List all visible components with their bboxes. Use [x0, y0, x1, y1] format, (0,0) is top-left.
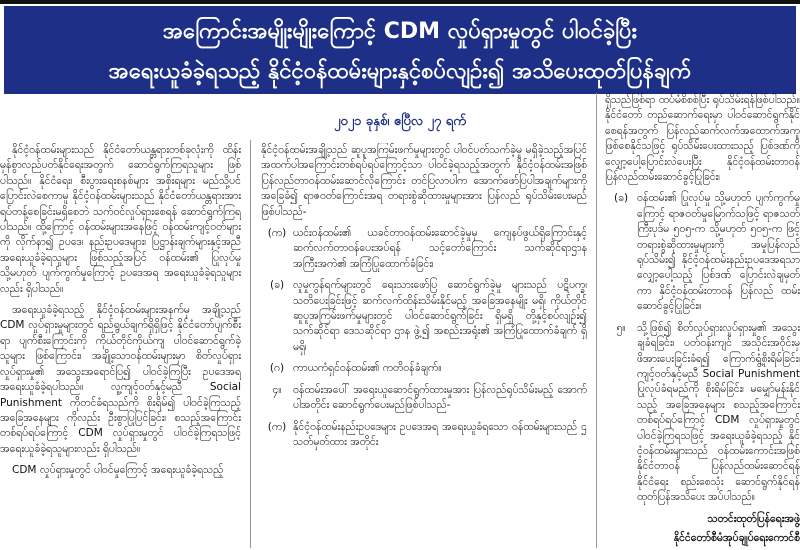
column-3	[605, 93, 800, 548]
list-text: ယင်းဝန်ထမ်း၏ ယခင်တာဝန်ထမ်းဆောင်ခဲ့မှုမှ ကျေနပ်ဖွယ်ရှိကြောင်းနှင့် ဆက်လက်တာဝန်ပေးအပ်ရန် သင့်တော်ကြောင်း သက်ဆိုင်ရာဌာနအကြီးအကဲ၏ အကြံပြုထောက်ခံခြင်း၊	[293, 227, 587, 270]
headline-line-1: အကြောင်းအမျိုးမျိုးကြောင့် CDM လှုပ်ရှားမှုတွင် ပါဝင်ခဲ့ပြီး	[162, 19, 638, 44]
paragraph: နိုင်ငံ့ဝန်ထမ်းအချို့သည် ဆူပူအကြမ်းဖက်မှုများတွင် ပါဝင်ပတ်သက်ခဲ့မှု မရှိခဲ့သည့်အပြင် အထက်ပါအကြောင်းတစ်ရပ်ရပ်ကြောင့်သာ ပါဝင်ခဲ့ရသည့်အတွက် နိုင်ငံ့ဝန်ထမ်းအဖြစ် ပြန်လည်တာဝန်ထမ်းဆောင်လိုကြောင်း တင်ပြလာပါက အောက်ဖော်ပြပါအချက်များကို အခြေခံ၍ ရာဇဝတ်ကြောင်းအရ တရားစွဲဆိုထားမှုများအား ပြန်လည် ရုပ်သိမ်းပေးမည်ဖြစ်ပါသည်-	[261, 144, 587, 218]
list-text: နိုင်ငံ့ဝန်ထမ်းနည်းဥပဒေများ ဥပဒေအရ အရေးယူခံရသော ဝန်ထမ်းများသည် ဌ သတ်မှတ်ထား အတိုင်း	[293, 420, 587, 448]
list-item	[605, 191, 800, 314]
section-text: သို့ဖြစ်၍ စိတ်လှုပ်ရှားလှုပ်ရှားမှု၏ အသွေးချခံရခြင်း၊ ပတ်ဝန်းကျင် အသိုင်းအဝိုင်းမှ ဖိအားပေးခြင်းခံရ၍ ကြောက်ရွံ့စိုးရိမ်ခြင်း၊ ကျင့်ဝတ်နှင့်မညီ Social Punishment ပြုလုပ်ခံရမည်ကို စိုးရိမ်ခြင်း၊ မမျှော်မှန်းနိုင်သည့် အခြေအနေများ စသည့်အကြောင်းတစ်ရပ်ရပ်ကြောင့် CDM လှုပ်ရှားမှုတွင် ပါဝင်ခဲ့ကြရသဖြင့် အရေးယူခံခဲ့ရသည့် နိုင်ငံ့ဝန်ထမ်းများသည် ဝန်ထမ်းကောင်းအဖြစ် နိုင်ငံတာဝန် ပြန်လည်ထမ်းဆောင်ရန် နိုင်ငံရေး စည်းစေသုံး ဆောင်ရွက်နိုင်ရန် ထုတ်ပြန်အသိပေး အပ်ပါသည်။	[637, 321, 800, 504]
list-item	[261, 226, 587, 272]
column-divider-2	[596, 93, 597, 548]
section-number: ၅။	[616, 321, 626, 334]
list-item	[261, 361, 587, 376]
column-divider-1	[250, 140, 251, 548]
section-text: ဝန်ထမ်းအပေါ် အရေးယူဆောင်ရွက်ထားမှုအား ပြန်လည်ရုပ်သိမ်းမည့် အောက်ပါအတိုင်း ဆောင်ရွက်ပေးမည်ဖြစ်ပါသည်-	[293, 383, 587, 412]
list-marker: (ဂ)	[269, 362, 285, 375]
list-text: လူမှုကွန်ရက်များတွင် ရေးသားဖော်ပြ ဆောင်ရွက်ခဲ့မှု များသည် ပဋိပက္ခ၊ သတိပေးခြင်းဖြင့် ဆက်လက်ထိန်းသိမ်းနိုင်မည့် အခြေအနေမျိုး မရှိ၊ ကိုယ်တိုင် ဆူပူအကြမ်းဖက်မှုများတွင် ပါဝင်ဆောင်ရွက်ခြင်း ရှိမရှိ တို့နှင့်စပ်လျဉ်း၍ သက်ဆိုင်ရာ ဒေသဆိုင်ရာ ဌာန ဖွဲ့၍ အစည်းအရုံး၏ အကြံပြုထောက်ခံချက် ရှိမရှိ၊	[293, 279, 587, 353]
section-number: ၄။	[272, 383, 282, 396]
top-rule	[0, 0, 800, 4]
column-1	[0, 143, 241, 548]
list-marker: (က)	[267, 420, 287, 433]
list-text: ကာယကံရှင်ဝန်ထမ်း၏ ကတိဝန်ခံချက်။	[293, 362, 442, 375]
paragraph: ရှိသည်ဖြစ်ရာ ထပ်မံစိစစ်ပြီး ရုပ်သိမ်းရန်ဖြစ်ပါသည်။ နိုင်ငံတော် တည်ဆောက်ရေးမှာ ပါဝင်ဆောင်ရွက်နိုင်စေရန်အတွက် ပြန်လည်ဆက်လက်အထောက်အကူဖြစ်စေနိုင်သဖြင့် ရုပ်သိမ်းပေးထားသည့် ပြစ်ဒဏ်ကို လျှော့ပေါ့ပြောင်းလဲပေးပြီး နိုင်ငံ့ဝန်ထမ်းတာဝန် ပြန်လည်ထမ်းဆောင်ခွင့်ပြုခြင်း၊	[605, 94, 800, 184]
section-4	[261, 383, 587, 414]
section-5	[605, 321, 800, 506]
headline-line-2: အရေးယူခံခဲ့ရသည့် နိုင်ငံ့ဝန်ထမ်းများနှင့်စပ်လျဉ်း၍ အသိပေးထုတ်ပြန်ချက်	[108, 59, 692, 84]
list-marker: (ခ)	[269, 279, 285, 292]
paragraph: CDM လှုပ်ရှားမှုတွင် ပါဝင်မှုကြောင့် အရေးယူခံခဲ့ရသည့်	[12, 464, 224, 477]
announcement-date: ၂၀၂၁ ခုနှစ်၊ ဧပြီလ ၂၇ ရက်	[334, 114, 466, 129]
list-marker: (က)	[267, 227, 287, 240]
list-marker: (ခ)	[613, 192, 629, 205]
column-2	[261, 143, 587, 548]
list-text: ဝန်ထမ်း၏ ပြုလုပ်မှု သို့မဟုတ် ပျက်ကွက်မှုကြောင့် ရာဇဝတ်မှုမြောက်သဖြင့် ရာဇသတ်ကြီးပုဒ်မ ၅၀၅-က သို့မဟုတ် ၅၀၅-က ဖြင့် တရားစွဲဆိုထားမှုများကို အမှုပြန်လည်ရုပ်သိမ်း၍ နိုင်ငံ့ဝန်ထမ်းနည်းဥပဒေအရသာ လျှော့ပေါ့သည့် ပြစ်ဒဏ် ပြောင်းလဲချမှတ်ကာ နိုင်ငံ့ဝန်ထမ်းတာဝန် ပြန်လည် ထမ်းဆောင်ခွင့်ပြုခြင်း။	[637, 192, 800, 313]
list-item	[261, 278, 587, 355]
list-item	[261, 420, 587, 451]
paragraph: နိုင်ငံ့ဝန်ထမ်းများသည် နိုင်ငံတော်ယန္တရားတစ်ခုလုံးကို ထိန်းမှန်စွာလည်ပတ်နိုင်ရေးအတွက် ဆောင်ရွက်ကြရသူများ ဖြစ်ပါသည်။ နိုင်ငံရေး၊ စီးပွားရေးစနစ်များ အစိုးရများ မည်သို့ပင် ပြောင်းလဲစေကာမူ နိုင်ငံ့ဝန်ထမ်းများသည် နိုင်ငံတော်ယန္တရားအား ရပ်တန့်စေခြင်းမရှိစေဘဲ သက်ဝင်လှုပ်ရှားစေရန် ဆောင်ရွက်ကြရပါသည်။ ထို့ကြောင့် ဝန်ထမ်းများအနေဖြင့် ဝန်ထမ်းကျင့်ဝတ်များကို လိုက်နာ၍ ဥပဒေ၊ နည်းဥပဒေများ၊ ပြဋ္ဌာန်းချက်များနှင့်အညီ အရေးယူခံခဲ့ရသူများ ဖြစ်သည့်အပြင် ဝန်ထမ်း၏ ပြုလုပ်မှု သို့မဟုတ် ပျက်ကွက်မှုကြောင့် ဥပဒေအရ အရေးယူခံခဲ့ရသူများလည်း ရှိပါသည်။	[0, 144, 241, 295]
paragraph: အရေးယူခံခဲ့ရသည့် နိုင်ငံ့ဝန်ထမ်းများအနက်မှ အချို့သည် CDM လှုပ်ရှားမှုများတွင် ရည်ရွယ်ချက်ရှိရှိဖြင့် နိုင်ငံတော်ပျက်စီးရာ ပျက်စီးကြောင်းကို ကိုယ်တိုင်ကိုယ်ကျ ပါဝင်ဆောင်ရွက်ခဲ့သူများ ဖြစ်ကြောင်း၊ အချို့သောဝန်ထမ်းများမှာ စိတ်လှုပ်ရှားလှုပ်ရှားမှု၏ အသွေးအရောင်ပြ၍ ပါဝင်ခဲ့ကြပြီး ဥပဒေအရ အရေးယူခံခဲ့ရပါသည်။ လူ့ကျင့်ဝတ်နှင့်မညီ Social Punishment ကိုတင်ခံရသည်ကို စိုးရိမ်၍ ပါဝင်ခဲ့ကြသည့် အခြေအနေများ ကိုလည်း ဦးစွာပြုပြင်ခြင်း၊ စသည့်အကြောင်းတစ်ရပ်ရပ်ကြောင့် CDM လှုပ်ရှားမှုတွင် ပါဝင်ခဲ့ကြရသဖြင့် အရေးယူခံခဲ့ရသူများလည်း ရှိပါသည်။	[0, 304, 241, 455]
signature-issuer: သတင်းထုတ်ပြန်ရေးအဖွဲ့	[707, 512, 800, 525]
signature-council: နိုင်ငံတော်စီမံအုပ်ချုပ်ရေးကောင်စီ	[673, 531, 800, 544]
headline-banner	[4, 6, 796, 94]
